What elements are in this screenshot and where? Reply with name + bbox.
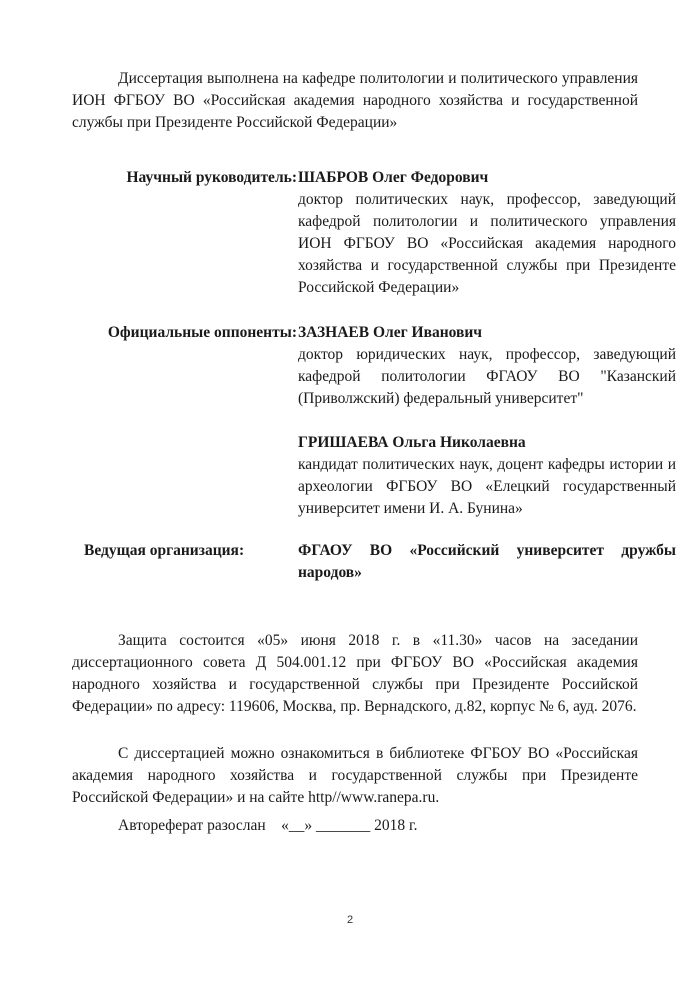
abstract-sent-line: Автореферат разослан «__» _______ 2018 г. [118,817,418,834]
opponent-second-name: ГРИШАЕВА Ольга Николаевна [298,434,526,451]
supervisor-section [72,167,678,297]
opponent-second [298,432,676,520]
supervisor-name: ШАБРОВ Олег Федорович [298,169,489,186]
leading-organization-label: Ведущая организация: [84,542,245,559]
defense-paragraph: Защита состоится «05» июня 2018 г. в «11.30» часов на заседании диссертационного совета Д 504.001.12 при ФГБОУ ВО «Российская академия народного хозяйства и государственной службы при Президенте Российской Федерации» по адресу: 119606, Москва, пр. Вернадского, д.82, корпус № 6, ауд. 2076. [72,632,638,715]
supervisor-description: доктор политических наук, профессор, заведующий кафедрой политологии и политического управления ИОН ФГБОУ ВО «Российская академия народного хозяйства и государственной службы при Президенте Российской Федерации» [298,191,676,296]
page-number: 2 [346,914,354,926]
leading-organization-section [72,540,678,585]
opponents-section [72,322,678,407]
opponents-label: Официальные оппоненты: [107,324,297,341]
intro-paragraph: Диссертация выполнена на кафедре политологии и политического управления ИОН ФГБОУ ВО «Российская академия народного хозяйства и государственной службы при Президенте Российской Федерации» [72,70,638,131]
opponent-first-name: ЗАЗНАЕВ Олег Иванович [298,324,483,341]
opponent-first [298,322,676,410]
library-paragraph: С диссертацией можно ознакомиться в библиотеке ФГБОУ ВО «Российская академия народного хозяйства и государственной службы при Президенте Российской Федерации» и на сайте http//www.ranepa.ru. [72,745,638,806]
opponent-second-section [72,432,678,517]
opponent-second-description: кандидат политических наук, доцент кафедры истории и археологии ФГБОУ ВО «Елецкий государственный университет имени И. А. Бунина» [298,456,676,517]
leading-organization-name: ФГАОУ ВО «Российский университет дружбы народов» [298,542,676,581]
supervisor-info [298,167,676,299]
opponent-first-description: доктор юридических наук, профессор, заведующий кафедрой политологии ФГАОУ ВО "Казанский (Приволжский) федеральный университет" [298,346,676,407]
supervisor-label: Научный руководитель: [126,169,297,186]
